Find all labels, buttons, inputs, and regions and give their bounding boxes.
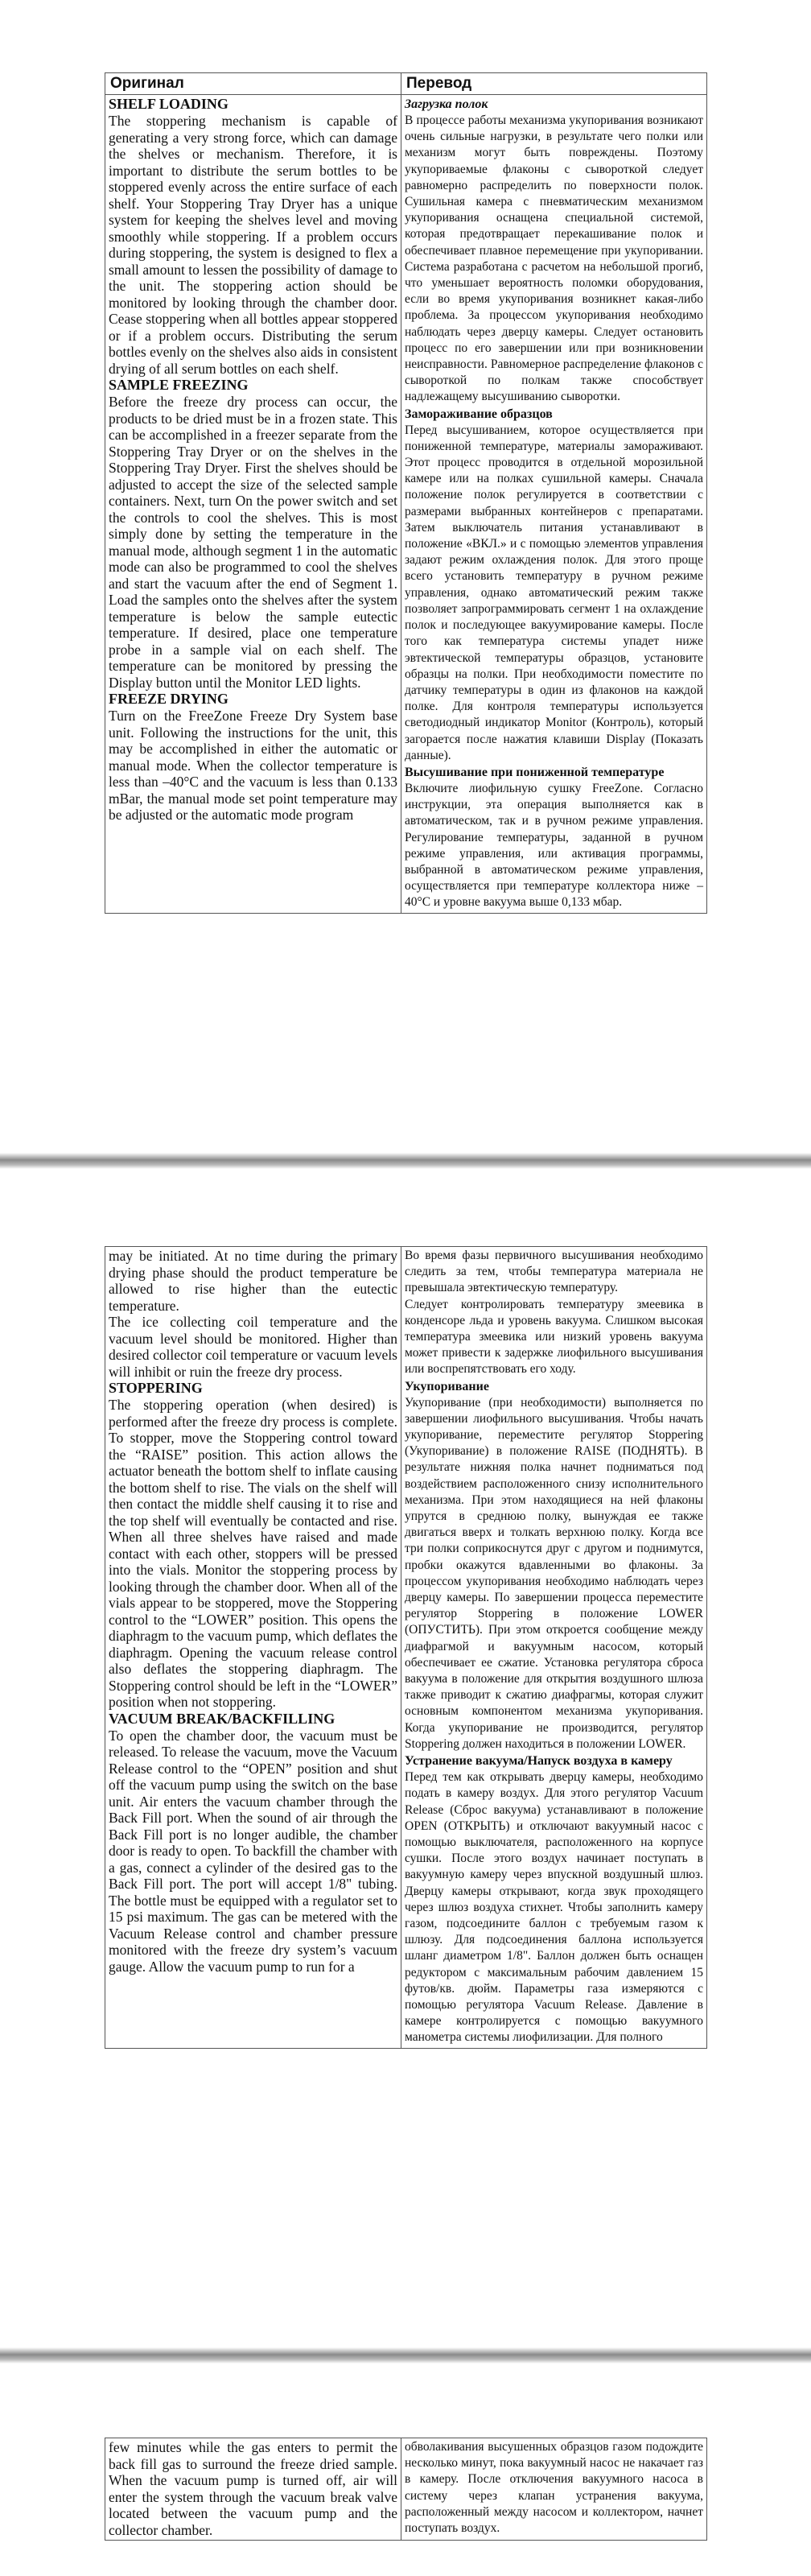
paragraph: обволакивания высушенных образцов газом подождите несколько минут, пока вакуумный насос не накачает газ в камеру. После отключения вакуумного насоса в систему через клапан устранения вакуума, расположенный между насосом и коллектором, начнет поступать воздух. <box>405 2440 703 2536</box>
section-heading: SHELF LOADING <box>109 96 228 112</box>
paragraph: В процессе работы механизма укупоривания возникают очень сильные нагрузки, в результате чего полки или механизм могут быть повреждены. Поэтому укупориваемые флаконы с сывороткой следует равномерно распределить по поверхности полок. Сушильная камера с пневматическим механизмом укупоривания оснащена специальной системой, которая предотвращает перекашивание полок и обеспечивает плавное перемещение при укупоривании. Система разработана с расчетом на небольшой прогиб, что уменьшает вероятность поломки оборудования, если во время укупоривания возникнет какая-либо проблема. За процессом укупоривания необходимо наблюдать через дверцу камеры. Следует остановить процесс по его завершении или при возникновении неисправности. Равномерное распределение флаконов с сывороткой по полкам также способствует надлежащему высушиванию сыворотки. <box>405 114 703 404</box>
page-separator <box>0 2347 811 2363</box>
paragraph: Включите лиофильную сушку FreeZone. Согласно инструкции, эта операция выполняется как в автоматическом, так и в ручном режиме управления. Регулирование температуры, заданной в ручном режиме управления, или активация программы, выбранной в автоматическом режиме управления, осуществляется при температуре коллектора ниже – 40°С и уровне вакуума выше 0,133 мбар. <box>405 781 703 910</box>
section-heading: STOPPERING <box>109 1380 203 1396</box>
paragraph: To open the chamber door, the vacuum must be released. To release the vacuum, move the Vacuum Release control to the “OPEN” position and shut off the vacuum pump using the switch on the base unit. Air enters the vacuum chamber through the Back Fill port. When the sound of air through the Back Fill port is no longer audible, the chamber door is ready to open. To backfill the chamber with a gas, connect a cylinder of the desired gas to the Back Fill port. The port will accept 1/8" tubing. The bottle must be equipped with a regulator set to 15 psi maximum. The gas can be metered with the Vacuum Release control and chamber pressure monitored with the freeze dry system’s vacuum gauge. Allow the vacuum pump to run for a <box>109 1727 397 1975</box>
paragraph: Turn on the FreeZone Freeze Dry System base unit. Following the instructions for the unit, this may be accomplished in either the automatic or manual mode. When the collector temperature is less than –40°C and the vacuum is less than 0.133 mBar, the manual mode set point temperature may be adjusted or the automatic mode program <box>109 708 397 823</box>
paragraph: Перед тем как открывать дверцу камеры, необходимо подать в камеру воздух. Для этого регулятор Vacuum Release (Сброс вакуума) устанавливают в положение OPEN (ОТКРЫТЬ) и отключают вакуумный насос с помощью выключателя, расположенного на корпусе сушки. После этого воздух начинает поступать в вакуумную камеру через впускной воздушный шлюз. Дверцу камеры открывают, когда звук проходящего через шлюз воздуха стихнет. Чтобы заполнить камеру газом, подсоедините баллон с требуемым газом к шлюзу. Для подсоединения баллона используется шланг диаметром 1/8". Баллон должен быть оснащен редуктором с максимальным рабочим давлением 15 футов/кв. дюйм. Параметры газа измеряются с помощью регулятора Vacuum Release. Давление в камере контролируется с помощью вакуумного манометра системы лиофилизации. Для полного <box>405 1770 703 2045</box>
document-page-1 <box>105 72 706 914</box>
table-header-row <box>105 73 707 95</box>
table-row <box>105 1247 707 2049</box>
section-heading: FREEZE DRYING <box>109 691 228 707</box>
section-heading: Загрузка полок <box>405 97 488 111</box>
paragraph: The stoppering operation (when desired) is performed after the freeze dry process is complete. To stopper, move the Stoppering control toward the “RAISE” position. This action allows the actuator beneath the bottom shelf to inflate causing the bottom shelf to rise. The vials on the shelf will then contact the middle shelf causing it to rise and the top shelf will eventually be contacted and rise. When all three shelves have raised and made contact with each other, stoppers will be pressed into the vials. Monitor the stoppering process by looking through the chamber door. When all of the vials appear to be stoppered, move the Stoppering control to the “LOWER” position. This opens the diaphragm to the vacuum pump, which deflates the diaphragm. Opening the vacuum release control also deflates the stoppering diaphragm. The Stoppering control should be left in the “LOWER” position when not stoppering. <box>109 1397 397 1710</box>
section-heading: VACUUM BREAK/BACKFILLING <box>109 1710 336 1727</box>
translation-table-3 <box>105 2438 707 2541</box>
section-heading: Высушивание при пониженной температуре <box>405 765 665 779</box>
translation-column <box>401 2438 707 2541</box>
original-column <box>105 1247 401 2049</box>
section-heading: SAMPLE FREEZING <box>109 377 249 393</box>
section-heading: Замораживание образцов <box>405 407 553 421</box>
paragraph: few minutes while the gas enters to permit the back fill gas to surround the freeze dried sample. When the vacuum pump is turned off, air will enter the system through the vacuum break valve located between the vacuum pump and the collector chamber. <box>109 2439 397 2538</box>
page-separator <box>0 1153 811 1169</box>
header-translation: Перевод <box>401 73 707 95</box>
original-column <box>105 95 401 914</box>
translation-column <box>401 1247 707 2049</box>
paragraph: Во время фазы первичного высушивания необходимо следить за тем, чтобы температура материала не превышала эвтектическую температуру. <box>405 1249 703 1295</box>
paragraph: Перед высушиванием, которое осуществляется при пониженной температуре, материалы замораживают. Этот процесс проводится в отдельной морозильной камере или на полках сушильной камеры. Сначала положение полок регулируется в соответствии с размерами выбранных контейнеров с препаратами. Затем выключатель питания устанавливают в положение «ВКЛ.» и с помощью элементов управления задают режим охлаждения полок. Для этого проще всего установить температуру в ручном режиме управления, однако автоматический режим также позволяет запрограммировать сегмент 1 на охлаждение полок и последующее вакуумирование камеры. После того как температура системы упадет ниже эвтектической температуры образцов, установите образцы на полки. При необходимости поместите по датчику температуры в один из флаконов на каждой полке. Для контроля температуры используется светодиодный индикатор Monitor (Контроль), который загорается после нажатия клавиши Display (Показать данные). <box>405 423 703 762</box>
original-column <box>105 2438 401 2541</box>
document-page-2 <box>105 1246 706 2049</box>
table-row <box>105 2438 707 2541</box>
paragraph: The ice collecting coil temperature and the vacuum level should be monitored. Higher than desired collector coil temperature or vacuum levels will inhibit or ruin the freeze dry process. <box>109 1314 397 1380</box>
paragraph: Следует контролировать температуру змеевика в конденсоре льда и уровень вакуума. Слишком высокая температура змеевика или низкий уровень вакуума может привести к задержке лиофильного высушивания или воспрепятствовать его ходу. <box>405 1297 703 1377</box>
paragraph: Before the freeze dry process can occur, the products to be dried must be in a frozen state. This can be accomplished in a freezer separate from the Stoppering Tray Dryer or on the shelves in the Stoppering Tray Dryer. First the shelves should be adjusted to accept the size of the selected sample containers. Next, turn On the power switch and set the controls to cool the shelves. This is most simply done by setting the temperature in the manual mode, although segment 1 in the automatic mode can also be programmed to cool the shelves and start the vacuum after the end of Segment 1. Load the samples onto the shelves after the system temperature is below the sample eutectic temperature. If desired, place one temperature probe in a sample vial on each shelf. The temperature can be monitored by pressing the Display button until the Monitor LED lights. <box>109 394 397 691</box>
header-original: Оригинал <box>105 73 401 95</box>
document-page-3 <box>105 2438 706 2541</box>
paragraph: may be initiated. At no time during the primary drying phase should the product temperature be allowed to rise higher than the eutectic temperature. <box>109 1248 397 1314</box>
section-heading: Устранение вакуума/Напуск воздуха в камеру <box>405 1754 673 1769</box>
table-row <box>105 95 707 914</box>
paragraph: The stoppering mechanism is capable of generating a very strong force, which can damage the shelves or mechanism. Therefore, it is important to distribute the serum bottles to be stoppered evenly across the entire surface of each shelf. Your Stoppering Tray Dryer has a unique system for keeping the shelves level and moving smoothly while stoppering. If a problem occurs during stoppering, the system is designed to flex a small amount to lessen the possibility of damage to the unit. The stoppering action should be monitored by looking through the chamber door. Cease stoppering when all bottles appear stoppered or if a problem occurs. Distributing the serum bottles evenly on the shelves also aids in consistent drying of all serum bottles on each shelf. <box>109 113 397 377</box>
translation-column <box>401 95 707 914</box>
translation-table-1 <box>105 72 707 914</box>
paragraph: Укупоривание (при необходимости) выполняется по завершении лиофильного высушивания. Чтобы начать укупоривание, переместите регулятор Stoppering (Укупоривание) в положение RAISE (ПОДНЯТЬ). В результате нижняя полка начнет подниматься под воздействием расположенного снизу исполнительного механизма. При этом находящиеся на ней флаконы упрутся в среднюю полку, вынуждая ее также двигаться вверх и толкать верхнюю полку. Когда все три полки соприкоснутся друг с другом и поднимутся, пробки окажутся вдавленными во флаконы. За процессом укупоривания необходимо наблюдать через дверцу камеры. По завершении процесса переместите регулятор Stoppering в положение LOWER (ОПУСТИТЬ). При этом откроется сообщение между диафрагмой и вакуумным насосом, который обеспечивает ее сжатие. Установка регулятора сброса вакуума в положение для открытия воздушного шлюза также приводит к сжатию диафрагмы, которая служит основным компонентом механизма укупоривания. Когда укупоривание не производится, регулятор Stoppering должен находиться в положении LOWER. <box>405 1395 703 1751</box>
translation-table-2 <box>105 1246 707 2049</box>
section-heading: Укупоривание <box>405 1379 489 1393</box>
